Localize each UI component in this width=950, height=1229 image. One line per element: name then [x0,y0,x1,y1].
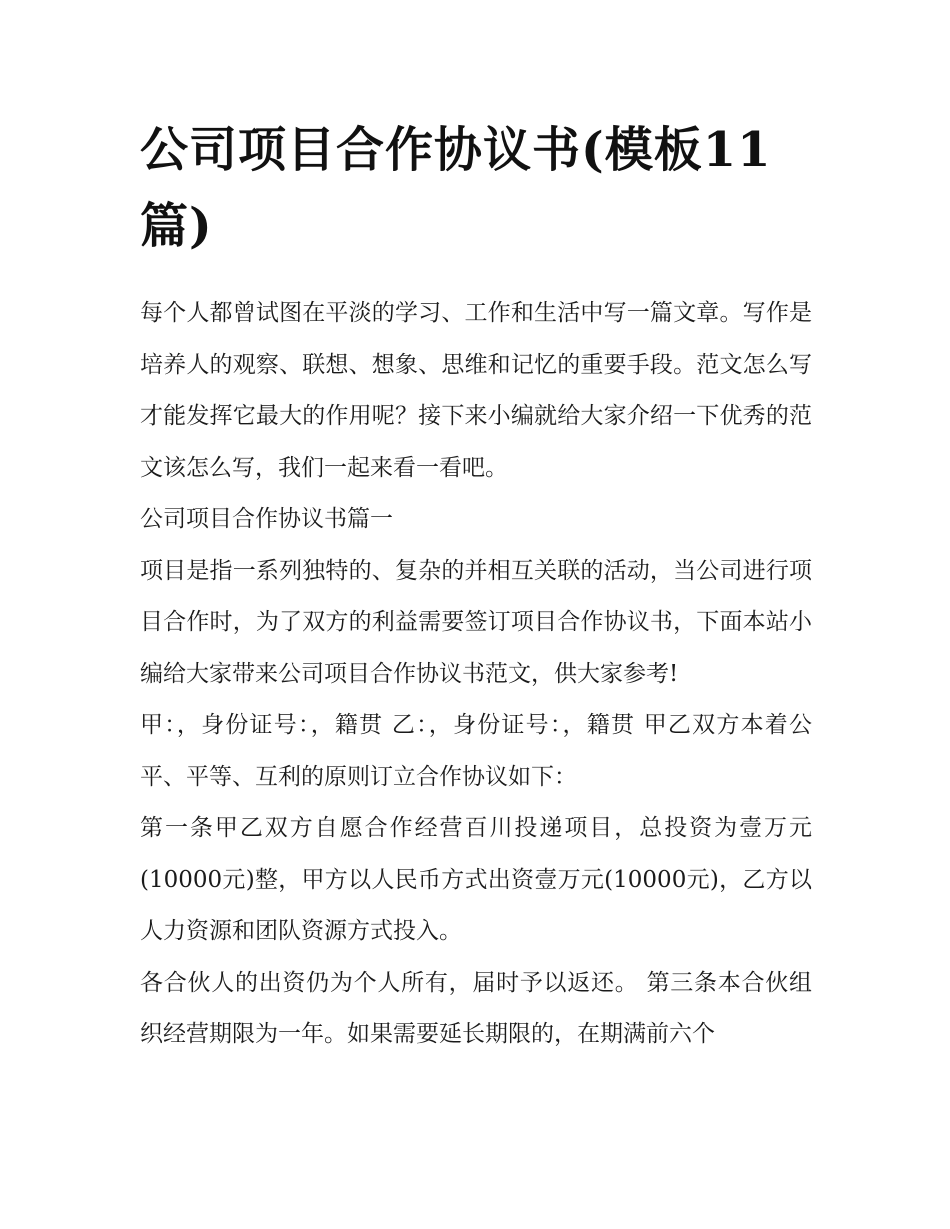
document-title: 公司项目合作协议书(模板11篇) [140,122,772,254]
intro-paragraph: 每个人都曾试图在平淡的学习、工作和生活中写一篇文章。写作是培养人的观察、联想、想象、思维和记忆的重要手段。范文怎么写才能发挥它最大的作用呢？接下来小编就给大家介绍一下优秀的范文该怎么写，我们一起来看一看吧。 [140,300,812,481]
document-page [140,112,812,1061]
body-paragraph: 项目是指一系列独特的、复杂的并相互关联的活动，当公司进行项目合作时，为了双方的利益需要签订项目合作协议书，下面本站小编给大家带来公司项目合作协议书范文，供大家参考! [140,557,812,687]
body-paragraph: 各合伙人的出资仍为个人所有，届时予以返还。 第三条本合伙组织经营期限为一年。如果需要延长期限的，在期满前六个 [140,969,812,1047]
body-paragraph: 甲：，身份证号：，籍贯 乙：，身份证号：，籍贯 甲乙双方本着公平、平等、互利的原则订立合作协议如下： [140,712,812,790]
section-heading: 公司项目合作协议书篇一 [140,506,393,532]
document-body [140,288,812,1061]
body-paragraph: 第一条甲乙双方自愿合作经营百川投递项目，总投资为壹万元(10000元)整，甲方以人民币方式出资壹万元(10000元)，乙方以人力资源和团队资源方式投入。 [140,815,812,944]
